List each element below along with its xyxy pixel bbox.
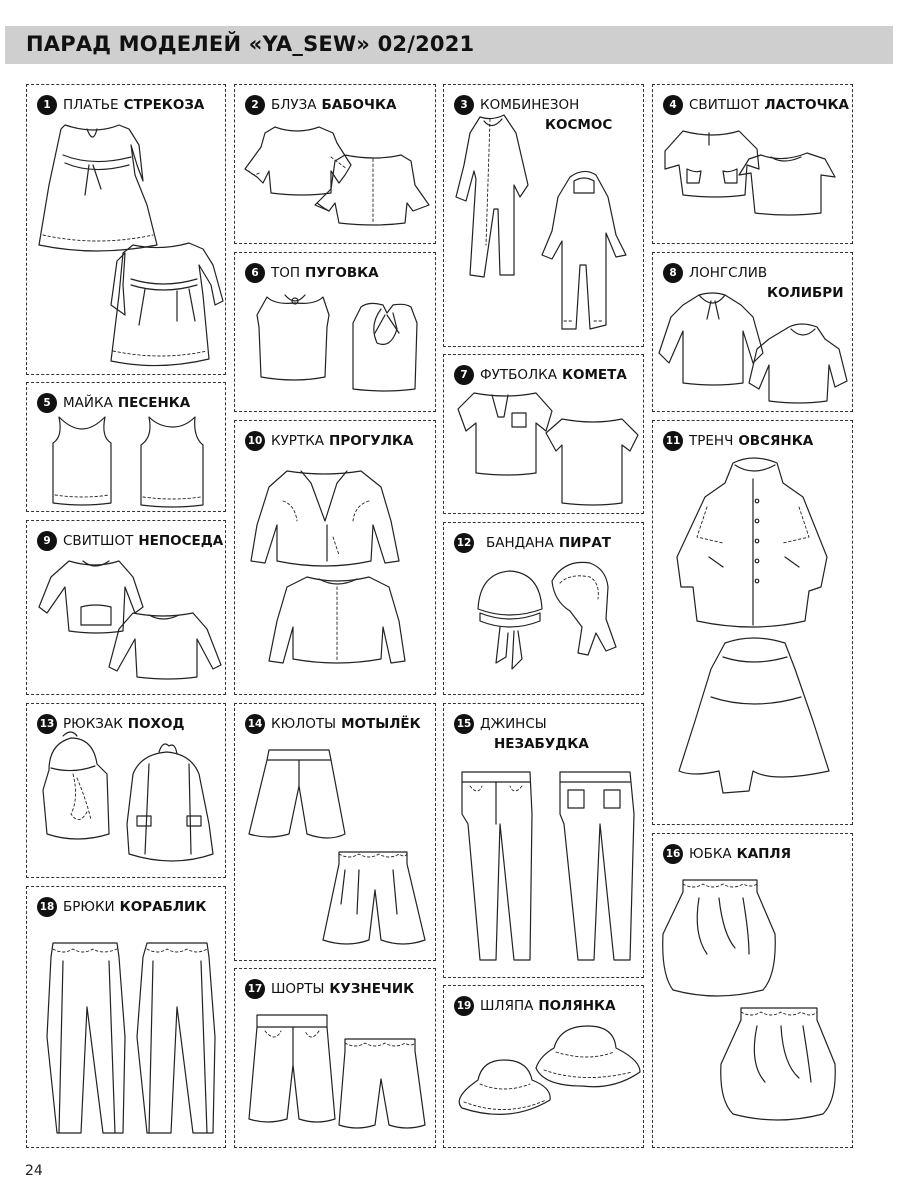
model-label-9	[37, 531, 223, 551]
model-label-17	[245, 979, 414, 999]
model-label-14	[245, 714, 421, 734]
model-type: КЮЛОТЫ	[271, 716, 337, 732]
model-type: ТРЕНЧ	[689, 433, 734, 449]
model-type: ФУТБОЛКА	[480, 367, 557, 383]
model-label-11	[663, 431, 813, 451]
model-type: СВИТШОТ	[63, 533, 134, 549]
model-number-badge: 15	[454, 714, 474, 734]
model-label-10	[245, 431, 413, 451]
model-number-badge: 4	[663, 95, 683, 115]
model-type: КУРТКА	[271, 433, 325, 449]
model-card-2	[234, 84, 436, 244]
model-card-3	[443, 84, 644, 347]
model-name: ПОЛЯНКА	[538, 998, 616, 1014]
model-card-7	[443, 354, 644, 514]
model-number-badge: 7	[454, 365, 474, 385]
model-name: ПОХОД	[127, 716, 185, 732]
model-number-badge: 17	[245, 979, 265, 999]
trench-coat-sketch-icon	[653, 421, 853, 825]
model-type: БАНДАНА	[486, 535, 554, 551]
model-name: КОРАБЛИК	[119, 899, 207, 915]
model-label-16	[663, 844, 791, 864]
model-name: КОЛИБРИ	[767, 285, 844, 301]
model-card-18	[26, 886, 226, 1148]
model-card-9	[26, 520, 226, 695]
model-type: СВИТШОТ	[689, 97, 760, 113]
model-card-16	[652, 833, 853, 1148]
model-label-6	[245, 263, 379, 283]
model-label-19	[454, 996, 616, 1016]
model-number-badge: 16	[663, 844, 683, 864]
skirt-sketch-icon	[653, 834, 853, 1148]
model-name: КУЗНЕЧИК	[329, 981, 415, 997]
model-name: КОМЕТА	[561, 367, 627, 383]
model-label-12	[454, 533, 611, 553]
model-number-badge: 11	[663, 431, 683, 451]
model-card-8	[652, 252, 853, 412]
model-card-17	[234, 968, 436, 1148]
model-type: БРЮКИ	[63, 899, 115, 915]
model-name: ПИРАТ	[558, 535, 611, 551]
model-number-badge: 5	[37, 393, 57, 413]
model-name: ПЕСЕНКА	[117, 395, 191, 411]
model-card-10	[234, 420, 436, 695]
model-type: ТОП	[271, 265, 301, 281]
model-name: КОСМОС	[545, 117, 613, 133]
model-number-badge: 19	[454, 996, 474, 1016]
model-label-8	[663, 263, 844, 303]
model-number-badge: 14	[245, 714, 265, 734]
model-card-5	[26, 382, 226, 512]
model-card-14	[234, 703, 436, 961]
model-type: БЛУЗА	[271, 97, 317, 113]
model-card-12	[443, 522, 644, 695]
model-type: ШЛЯПА	[480, 998, 534, 1014]
model-label-2	[245, 95, 396, 115]
model-card-13	[26, 703, 226, 878]
model-card-19	[443, 985, 644, 1148]
model-label-3	[454, 95, 612, 135]
model-type: КОМБИНЕЗОН	[480, 97, 580, 113]
culottes-sketch-icon	[235, 704, 436, 961]
model-card-11	[652, 420, 853, 825]
model-name: МОТЫЛЁК	[341, 716, 421, 732]
model-card-1	[26, 84, 226, 375]
model-name: НЕЗАБУДКА	[494, 736, 589, 752]
model-type: ДЖИНСЫ	[480, 716, 547, 732]
model-name: БАБОЧКА	[321, 97, 397, 113]
model-label-4	[663, 95, 849, 115]
model-number-badge: 8	[663, 263, 683, 283]
model-label-5	[37, 393, 190, 413]
model-name: ЛАСТОЧКА	[764, 97, 849, 113]
model-number-badge: 1	[37, 95, 57, 115]
model-type: РЮКЗАК	[63, 716, 123, 732]
model-card-15	[443, 703, 644, 978]
model-type: ПЛАТЬЕ	[63, 97, 119, 113]
model-number-badge: 18	[37, 897, 57, 917]
model-label-13	[37, 714, 184, 734]
model-type: ШОРТЫ	[271, 981, 325, 997]
model-name: КАПЛЯ	[736, 846, 792, 862]
page-number: 24	[25, 1163, 43, 1179]
dress-sketch-icon	[27, 85, 226, 375]
model-label-15	[454, 714, 589, 754]
model-type: ЛОНГСЛИВ	[689, 265, 768, 281]
model-name: ПУГОВКА	[305, 265, 379, 281]
model-card-4	[652, 84, 853, 244]
page-title: ПАРАД МОДЕЛЕЙ «YA_SEW» 02/2021	[26, 32, 475, 56]
model-number-badge: 9	[37, 531, 57, 551]
model-type: МАЙКА	[63, 395, 113, 411]
model-name: СТРЕКОЗА	[123, 97, 205, 113]
model-name: НЕПОСЕДА	[138, 533, 224, 549]
model-number-badge: 13	[37, 714, 57, 734]
model-number-badge: 6	[245, 263, 265, 283]
model-number-badge: 10	[245, 431, 265, 451]
model-label-18	[37, 897, 206, 917]
model-number-badge: 12	[454, 533, 474, 553]
model-name: ОВСЯНКА	[738, 433, 814, 449]
model-number-badge: 3	[454, 95, 474, 115]
model-number-badge: 2	[245, 95, 265, 115]
model-name: ПРОГУЛКА	[329, 433, 414, 449]
jacket-sketch-icon	[235, 421, 436, 695]
model-label-1	[37, 95, 204, 115]
model-card-6	[234, 252, 436, 412]
model-label-7	[454, 365, 627, 385]
model-type: ЮБКА	[689, 846, 732, 862]
trousers-sketch-icon	[27, 887, 226, 1148]
